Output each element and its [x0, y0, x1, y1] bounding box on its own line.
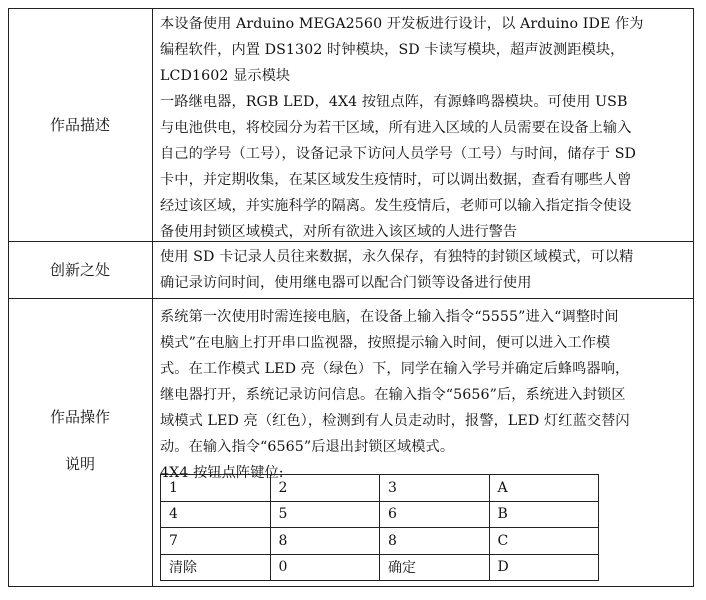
text-line: 一路继电器，RGB LED，4X4 按钮点阵，有源蜂鸣器模块。可使用 USB [160, 94, 628, 110]
keypad-cell: 1 [161, 475, 271, 502]
table-row [161, 501, 599, 528]
keypad-cell: B [489, 501, 599, 528]
keypad-cell: 4 [161, 501, 271, 528]
keypad-cell: 8 [270, 528, 380, 555]
keypad-caption: 4X4 按钮点阵键位: [160, 465, 284, 481]
operation-label-line1: 作品操作 [49, 408, 110, 426]
innovation-label: 创新之处 [49, 261, 110, 279]
text-line: 模式”在电脑上打开串口监视器，按照提示输入时间，便可以进入工作模 [160, 335, 611, 351]
operation-text [160, 304, 688, 486]
text-line: 经过该区域，并实施科学的隔离。发生疫情后，老师可以输入指定指令使设 [160, 198, 632, 214]
row-divider [8, 298, 694, 299]
operation-label-line2: 说明 [64, 455, 95, 473]
keypad-cell: C [489, 528, 599, 555]
table-row [161, 554, 599, 581]
text-line: LCD1602 显示模块 [160, 68, 291, 84]
keypad-cell: 3 [380, 475, 490, 502]
text-line: 域模式 LED 亮（红色），检测到有人员走动时，报警，LED 灯红蓝交替闪 [160, 413, 630, 429]
keypad-cell: 5 [270, 501, 380, 528]
text-line: 继电器打开，系统记录访问信息。在输入指令“5656”后，系统进入封锁区 [160, 387, 626, 403]
text-line: 备使用封锁区域模式，对所有欲进入该区域的人进行警告 [160, 224, 518, 240]
keypad-cell: D [489, 554, 599, 581]
text-line: 系统第一次使用时需连接电脑，在设备上输入指令“5555”进入“调整时间 [160, 309, 619, 325]
table-row [161, 528, 599, 555]
keypad-cell: 2 [270, 475, 380, 502]
keypad-cell: 确定 [380, 554, 490, 581]
keypad-cell: 0 [270, 554, 380, 581]
table-row [161, 475, 599, 502]
keypad-cell: 7 [161, 528, 271, 555]
innovation-text [160, 244, 688, 296]
keypad-cell: 清除 [161, 554, 271, 581]
text-line: 自己的学号（工号），设备记录下访问人员学号（工号）与时间，储存于 SD [160, 146, 637, 162]
text-line: 本设备使用 Arduino MEGA2560 开发板进行设计，以 Arduino IDE 作为 [160, 16, 644, 32]
text-line: 动。在输入指令“6565”后退出封锁区域模式。 [160, 439, 455, 455]
document-table [8, 8, 694, 587]
text-line: 与电池供电，将校园分为若干区域，所有进入区域的人员需要在设备上输入 [160, 120, 632, 136]
text-line: 式。在工作模式 LED 亮（绿色）下，同学在输入学号并确定后蜂鸣器响， [160, 361, 630, 377]
text-line: 使用 SD 卡记录人员往来数据，永久保存，有独特的封锁区域模式，可以精 [160, 249, 634, 265]
keypad-cell: 8 [380, 528, 490, 555]
keypad-cell: 6 [380, 501, 490, 528]
text-line: 卡中，并定期收集，在某区域发生疫情时，可以调出数据，查看有哪些人曾 [160, 172, 632, 188]
description-text [160, 11, 688, 245]
keypad-table [160, 474, 599, 581]
keypad-cell: A [489, 475, 599, 502]
description-label: 作品描述 [49, 116, 110, 134]
text-line: 确记录访问时间，使用继电器可以配合门锁等设备进行使用 [160, 275, 532, 291]
text-line: 编程软件，内置 DS1302 时钟模块，SD 卡读写模块，超声波测距模块， [160, 42, 625, 58]
